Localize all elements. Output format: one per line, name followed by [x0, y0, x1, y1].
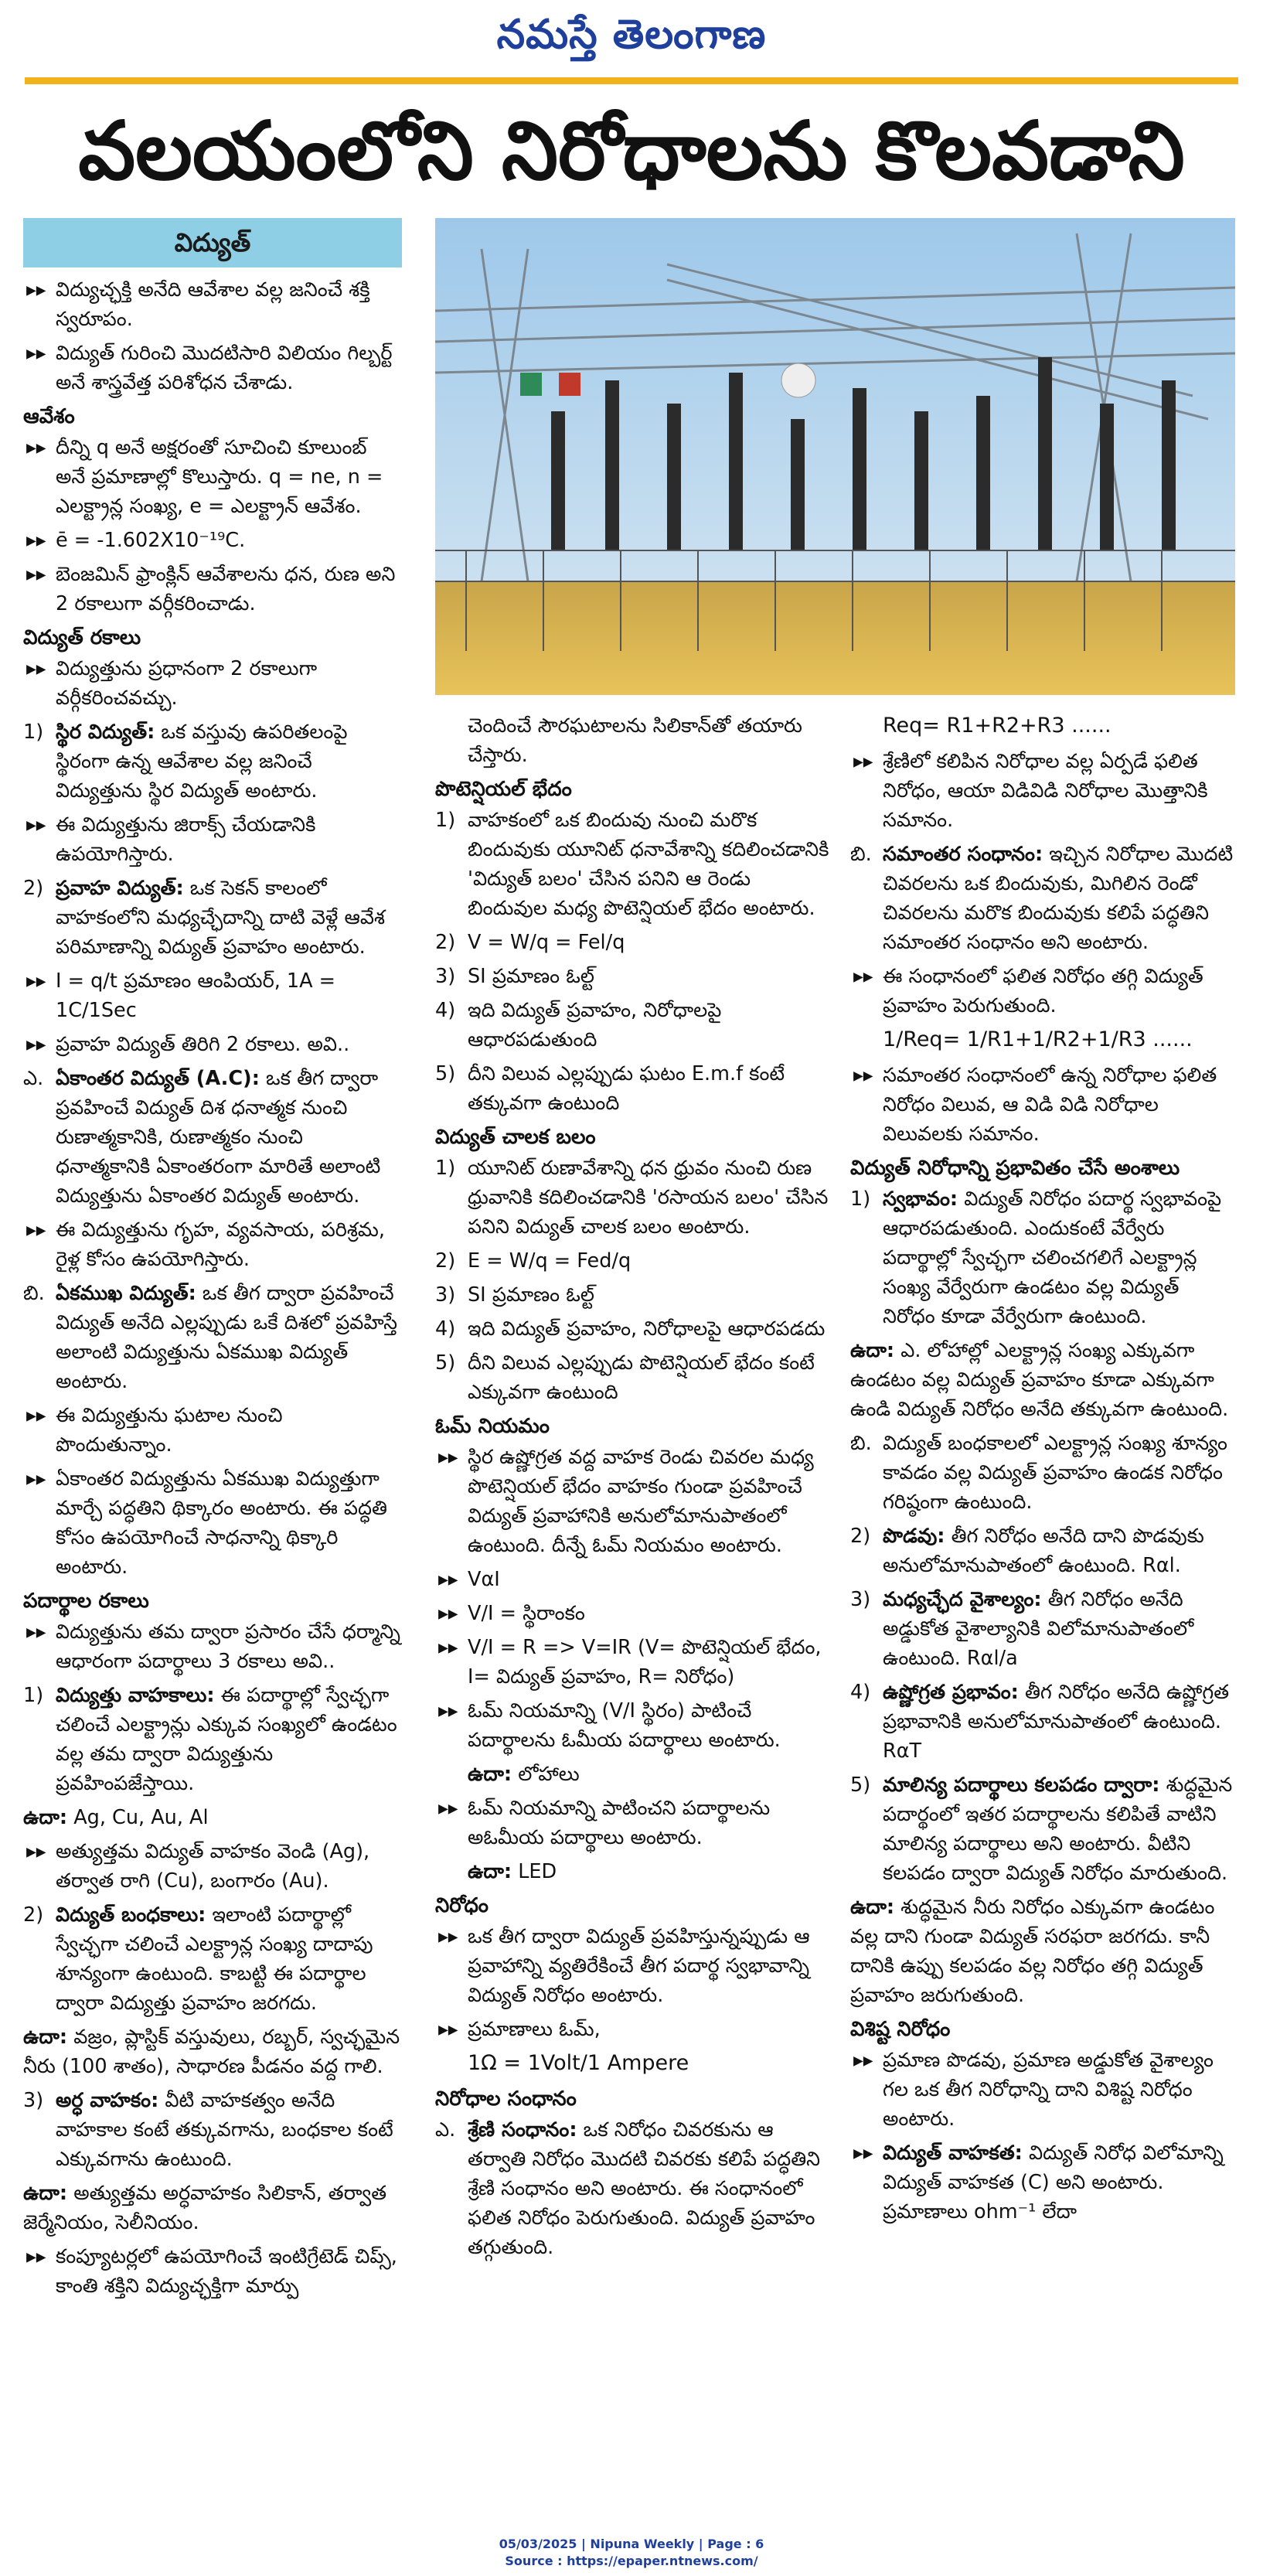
item-number: 3): [850, 1588, 871, 1611]
page-headline: వలయంలోని నిరోధాలను కొలవడాని: [78, 104, 1185, 198]
bullet-marker-icon: ▸▸: [26, 342, 46, 365]
column-2-body: [435, 711, 833, 2262]
subheading: పొటెన్షియల్ భేదం: [435, 778, 572, 801]
example-label: ఉదా:: [850, 1339, 895, 1362]
footer-source: Source : https://epaper.ntnews.com/: [505, 2554, 758, 2568]
bullet-item: [850, 962, 1237, 1021]
item-text: V = W/q = Fel/q: [468, 931, 625, 954]
item-text: విద్యుత్ నిరోధ విలోమాన్ని విద్యుత్ వాహకత (C) అని అంటారు. ప్రమాణాలు ohm⁻¹ లేదా: [883, 2142, 1224, 2223]
example-line: [850, 1336, 1237, 1424]
item-text: విద్యుత్తును ప్రధానంగా 2 రకాలుగా వర్గీకరించవచ్చు.: [56, 657, 318, 710]
item-text: ప్రవాహ విద్యుత్ తిరిగి 2 రకాలు. అవి..: [56, 1033, 350, 1056]
item-text: ఒక తీగ ద్వారా ప్రవహించే విద్యుత్ అనేది ఎల్లప్పుడు ఒకే దిశలో ప్రవహిస్తే అలాంటి విద్యుత్తును ఏకముఖ విద్యుత్ అంటారు.: [56, 1282, 397, 1393]
bullet-item: [23, 1617, 402, 1676]
bullet-marker-icon: ▸▸: [26, 813, 46, 837]
subheading: ఓమ్ నియమం: [435, 1415, 550, 1438]
example-text: ఎ. లోహాల్లో ఎలక్ట్రాన్ల సంఖ్య ఎక్కువగా ఉండటం వల్ల విద్యుత్ ప్రవాహం కూడా ఎక్కువగా ఉండి విద్యుత్ నిరోధం అనేది తక్కువగా ఉంటుంది.: [850, 1339, 1229, 1421]
item-number: 5): [435, 1351, 456, 1375]
numbered-item: [23, 2086, 402, 2174]
header-divider: [25, 77, 1238, 84]
item-number: 5): [850, 1774, 871, 1797]
numbered-item: [850, 1184, 1237, 1331]
item-term: ఉష్ణోగ్రత ప్రభావం:: [883, 1681, 1019, 1704]
numbered-item: [850, 1585, 1237, 1673]
bullet-item: [23, 966, 402, 1025]
bullet-marker-icon: ▸▸: [853, 750, 873, 773]
numbered-item: [435, 996, 833, 1055]
item-term: ఏకముఖ విద్యుత్:: [56, 1282, 196, 1305]
item-number: బి.: [850, 843, 872, 866]
item-text: ఏకాంతర విద్యుత్తును ఏకముఖ విద్యుత్తుగా మార్చే పద్ధతిని థిక్కారం అంటారు. ఈ పద్ధతి కోసం ఉపయోగించే సాధనాన్ని థిక్కారి అంటారు.: [56, 1467, 387, 1579]
bullet-item: [435, 1599, 833, 1628]
numbered-item: [23, 1900, 402, 2018]
item-number: 1): [23, 1684, 44, 1707]
item-text: దీన్ని q అనే అక్షరంతో సూచించి కూలుంబ్ అనే ప్రమాణాల్లో కొలుస్తారు. q = ne, n = ఎలక్ట్రాన్ల సంఖ్య, e = ఎలక్ట్రాన్ ఆవేశం.: [56, 436, 383, 518]
bullet-item: [23, 526, 402, 555]
item-number: 3): [435, 965, 456, 988]
item-text: V/I = R => V=IR (V= పొటెన్షియల్ భేదం, I= విద్యుత్ ప్రవాహం, R= నిరోధం): [468, 1636, 822, 1688]
item-number: 4): [435, 1317, 456, 1341]
item-text: ఇది విద్యుత్ ప్రవాహం, నిరోధాలపై ఆధారపడుతుంది: [468, 999, 722, 1051]
item-text: ప్రమాణ పొడవు, ప్రమాణ అడ్డుకోత వైశాల్యం గల ఒక తీగ నిరోధాన్ని దాని విశిష్ట నిరోధం అంటారు.: [883, 2049, 1214, 2131]
bullet-item: [23, 810, 402, 869]
item-text: తీగ నిరోధం అనేది అడ్డుకోత వైశాల్యానికి విలోమానుపాతంలో ఉంటుంది. Rαl/a: [883, 1588, 1194, 1670]
item-text: ē = -1.602X10⁻¹⁹C.: [56, 529, 246, 552]
item-number: 2): [435, 931, 456, 954]
item-text: వీటి వాహకత్వం అనేది వాహకాల కంటే తక్కువగాను, బంధకాల కంటే ఎక్కువగాను ఉంటుంది.: [56, 2089, 393, 2171]
subheading: విద్యుత్ చాలక బలం: [435, 1126, 596, 1149]
item-text: ఇలాంటి పదార్థాల్లో స్వేచ్ఛగా చలించే ఎలక్ట్రాన్ల సంఖ్య దాదాపు శూన్యంగా ఉంటుంది. కాబట్టి ఈ పదార్థాల ద్వారా విద్యుత్తు ప్రవాహం జరగదు.: [56, 1903, 373, 2015]
numbered-item: [23, 874, 402, 962]
bullet-item: [435, 1922, 833, 2010]
newspaper-logo: నమస్తే తెలంగాణ: [496, 11, 767, 58]
item-text: విద్యుత్ గురించి మొదటిసారి విలియం గిల్బర్ట్ అనే శాస్త్రవేత్త పరిశోధన చేశాడు.: [56, 342, 393, 394]
bullet-item: [23, 2242, 402, 2301]
item-number: 1): [435, 809, 456, 832]
subheading: ఆవేశం: [23, 405, 75, 428]
item-number: 2): [850, 1525, 871, 1548]
bullet-item: [850, 2046, 1237, 2134]
bullet-item: [435, 2015, 833, 2044]
footer-edition-info: 05/03/2025 | Nipuna Weekly | Page : 6: [499, 2537, 764, 2551]
item-text: E = W/q = Fed/q: [468, 1249, 632, 1273]
item-text: స్థిర ఉష్ణోగ్రత వద్ద వాహక రెండు చివరల మధ్య పొటెన్షియల్ భేదం వాహకం గుండా ప్రవహించే విద్యుత్ ప్రవాహానికి అనులోమానుపాతంలో ఉంటుంది. దీన్నే ఓమ్ నియమం అంటారు.: [468, 1446, 814, 1557]
item-text: SI ప్రమాణం ఓల్ట్: [468, 965, 594, 988]
item-text: ఓమ్ నియమాన్ని (V/I స్థిరం) పాటించే పదార్థాలను ఓమీయ పదార్థాలు అంటారు.: [468, 1699, 781, 1752]
page-footer: [0, 2536, 1263, 2570]
item-text: అత్యుత్తమ విద్యుత్ వాహకం వెండి (Ag), తర్వాత రాగి (Cu), బంగారం (Au).: [56, 1840, 370, 1893]
item-text: యూనిట్ రుణావేశాన్ని ధన ధ్రువం నుంచి రుణ ధ్రువానికి కదిలించడానికి 'రసాయన బలం' చేసిన పనిని విద్యుత్ చాలక బలం అంటారు.: [468, 1157, 829, 1239]
formula: Req= R1+R2+R3 ......: [883, 714, 1112, 738]
substation-photo: [435, 218, 1235, 695]
numbered-item: [435, 2115, 833, 2262]
item-text: VαI: [468, 1568, 500, 1591]
numbered-item: [850, 1770, 1237, 1888]
numbered-item: [435, 1280, 833, 1310]
item-number: 4): [850, 1681, 871, 1704]
item-text: ఈ విద్యుత్తును ఘటాల నుంచి పొందుతున్నాం.: [56, 1404, 283, 1457]
item-text: తీగ నిరోధం అనేది దాని పొడవుకు అనులోమానుపాతంలో ఉంటుంది. Rαl.: [883, 1525, 1204, 1577]
item-term: విద్యుత్ వాహకత:: [883, 2142, 1023, 2165]
numbered-item: [23, 1681, 402, 1798]
subheading: విద్యుత్ నిరోధాన్ని ప్రభావితం చేసే అంశాలు: [850, 1157, 1180, 1180]
bullet-marker-icon: ▸▸: [26, 657, 46, 680]
bullet-item: [23, 1837, 402, 1896]
item-term: స్వభావం:: [883, 1187, 958, 1211]
bullet-marker-icon: ▸▸: [26, 1218, 46, 1242]
item-term: ఏకాంతర విద్యుత్ (A.C):: [56, 1067, 260, 1090]
item-text: సమాంతర సంధానంలో ఉన్న నిరోధాల ఫలిత నిరోధం విలువ, ఆ విడి విడి నిరోధాల విలువలకు సమానం.: [883, 1064, 1217, 1146]
item-number: 2): [23, 877, 44, 900]
example-text: శుద్ధమైన నీరు నిరోధం ఎక్కువగా ఉండటం వల్ల దాని గుండా విద్యుత్ సరఫరా జరగదు. కానీ దానికి ఉప్పు కలపడం వల్ల నిరోధం తగ్గి విద్యుత్ ప్రవాహం జరుగుతుంది.: [850, 1896, 1215, 2007]
numbered-item: [23, 1279, 402, 1396]
numbered-item: [435, 1153, 833, 1242]
bullet-item: [23, 1401, 402, 1460]
item-text: I = q/t ప్రమాణం ఆంపియర్, 1A = 1C/1Sec: [56, 969, 336, 1022]
bullet-marker-icon: ▸▸: [438, 1925, 458, 1948]
bullet-item: [850, 747, 1237, 835]
item-text: ఒక వస్తువు ఉపరితలంపై స్థిరంగా ఉన్న ఆవేశాల వల్ల జనించే విద్యుత్తును స్థిర విద్యుత్ అంటారు.: [56, 721, 348, 802]
column-1: [23, 218, 402, 2452]
bullet-item: [435, 1794, 833, 1852]
item-number: 1): [850, 1187, 871, 1211]
item-term: మాలిన్య పదార్థాలు కలపడం ద్వారా:: [883, 1774, 1160, 1797]
column-3: [850, 711, 1237, 2458]
numbered-item: [435, 1246, 833, 1276]
item-term: విద్యుత్ బంధకాలు:: [56, 1903, 206, 1927]
item-text: ఒక తీగ ద్వారా ప్రవహించే విద్యుత్ దిశ ధనాత్మక నుంచి రుణాత్మకానికి, రుణాత్మకం నుంచి ధనాత్మకానికి ఏకాంతరంగా మారితే అలాంటి విద్యుత్తును ఏకాంతర విద్యుత్ అంటారు.: [56, 1067, 381, 1208]
bullet-item: [435, 1443, 833, 1560]
example-text: LED: [518, 1860, 557, 1883]
example-text: Ag, Cu, Au, Al: [73, 1806, 209, 1829]
example-label: ఉదా:: [23, 1806, 68, 1829]
item-number: 1): [23, 721, 44, 744]
bullet-marker-icon: ▸▸: [853, 1064, 873, 1087]
bullet-marker-icon: ▸▸: [438, 1602, 458, 1625]
item-text: దీని విలువ ఎల్లప్పుడు పొటెన్షియల్ భేదం కంటే ఎక్కువగా ఉంటుంది: [468, 1351, 815, 1404]
item-text: ప్రమాణాలు ఓమ్,: [468, 2018, 601, 2041]
bullet-marker-icon: ▸▸: [26, 2245, 46, 2268]
item-text: ఈ విద్యుత్తును జిరాక్స్ చేయడానికి ఉపయోగిస్తారు.: [56, 813, 316, 866]
item-text: ఓమ్ నియమాన్ని పాటించని పదార్థాలను అఓమీయ పదార్థాలు అంటారు.: [468, 1797, 771, 1849]
bullet-item: [850, 1061, 1237, 1149]
example-label: ఉదా:: [850, 1896, 895, 1919]
item-text: ఒక నిరోధం చివరకును ఆ తర్వాతి నిరోధం మొదటి చివరకు కలిపే పద్ధతిని శ్రేణి సంధానం అని అంటారు. ఈ సంధానంలో ఫలిత నిరోధం పెరుగుతుంది. విద్యుత్ ప్రవాహం తగ్గుతుంది.: [468, 2118, 821, 2259]
item-number: 2): [435, 1249, 456, 1273]
bullet-item: [23, 654, 402, 713]
item-term: సమాంతర సంధానం:: [883, 843, 1043, 866]
item-text: శ్రేణిలో కలిపిన నిరోధాల వల్ల ఏర్పడే ఫలిత నిరోధం, ఆయా విడివిడి నిరోధాల మొత్తానికి సమానం.: [883, 750, 1208, 832]
item-text: ఈ విద్యుత్తును గృహ, వ్యవసాయ, పరిశ్రమ, రైళ్ల కోసం ఉపయోగిస్తారు.: [56, 1218, 385, 1271]
item-number: 4): [435, 999, 456, 1022]
bullet-item: [23, 339, 402, 397]
numbered-item: [435, 806, 833, 923]
bullet-marker-icon: ▸▸: [26, 1620, 46, 1644]
item-text: విద్యుచ్ఛక్తి అనేది ఆవేశాల వల్ల జనించే శక్తి స్వరూపం.: [56, 278, 370, 331]
numbered-item: [850, 1429, 1237, 1517]
item-text: విద్యుత్ నిరోధం పదార్థ స్వభావంపై ఆధారపడుతుంది. ఎందుకంటే వేర్వేరు పదార్థాల్లో స్వేచ్ఛగా చలించగలిగే ఎలక్ట్రాన్ల సంఖ్య వేర్వేరుగా ఉండటం వల్ల విద్యుత్ నిరోధం కూడా వేర్వేరుగా ఉంటుంది.: [883, 1187, 1222, 1328]
subheading: విశిష్ట నిరోధం: [850, 2018, 951, 2041]
bullet-marker-icon: ▸▸: [438, 2018, 458, 2041]
item-text: తీగ నిరోధం అనేది ఉష్ణోగ్రత ప్రభావానికి అనులోమానుపాతంలో ఉంటుంది. RαT: [883, 1681, 1230, 1763]
item-text: బెంజమిన్ ఫ్రాంక్లిన్ ఆవేశాలను ధన, రుణ అని 2 రకాలుగా వర్గీకరించాడు.: [56, 563, 396, 615]
example-line: [23, 2022, 402, 2081]
example-label: ఉదా:: [468, 1763, 512, 1786]
column-1-body: [23, 275, 402, 2301]
numbered-item: [435, 962, 833, 991]
masthead: [0, 0, 1263, 77]
formula: 1/Req= 1/R1+1/R2+1/R3 ......: [883, 1027, 1193, 1051]
numbered-item: [23, 1064, 402, 1211]
item-number: ఎ.: [435, 2118, 456, 2142]
paragraph: చెందించే సౌరఘటాలను సిలికాన్‌తో తయారు చేస్తారు.: [468, 714, 803, 767]
numbered-item: [435, 928, 833, 957]
item-number: 1): [435, 1157, 456, 1180]
numbered-item: [850, 840, 1237, 957]
bullet-marker-icon: ▸▸: [438, 1568, 458, 1591]
bullet-marker-icon: ▸▸: [438, 1636, 458, 1659]
example-line: [435, 1857, 833, 1886]
section-title: విద్యుత్: [23, 218, 402, 267]
bullet-marker-icon: ▸▸: [853, 2142, 873, 2165]
item-term: విద్యుత్తు వాహకాలు:: [56, 1684, 215, 1707]
item-term: పొడవు:: [883, 1525, 945, 1548]
substation-image: [435, 218, 1235, 695]
subheading: పదార్థాల రకాలు: [23, 1590, 149, 1613]
formula: 1Ω = 1Volt/1 Ampere: [468, 2051, 689, 2075]
subheading: నిరోధాల సంధానం: [435, 2087, 577, 2111]
column-2: [435, 711, 833, 2458]
example-line: [23, 1803, 402, 1832]
numbered-item: [435, 1348, 833, 1407]
bullet-marker-icon: ▸▸: [26, 563, 46, 586]
item-text: విద్యుత్తును తమ ద్వారా ప్రసారం చేసే ధర్మాన్ని ఆధారంగా పదార్థాలు 3 రకాలు అవి..: [56, 1620, 400, 1673]
item-text: శుద్ధమైన పదార్థంలో ఇతర పదార్థాలను కలిపితే వాటిని మాలిన్య పదార్థాలు అని అంటారు. వీటిని కలపడం ద్వారా విద్యుత్ నిరోధం మారుతుంది.: [883, 1774, 1233, 1885]
item-term: ప్రవాహ విద్యుత్:: [56, 877, 184, 900]
numbered-item: [850, 1678, 1237, 1766]
item-text: ఇది విద్యుత్ ప్రవాహం, నిరోధాలపై ఆధారపడదు: [468, 1317, 826, 1341]
item-text: ఇచ్చిన నిరోధాల మొదటి చివరలను ఒక బిందువుకు, మిగిలిన రెండో చివరలను మరొక బిందువుకు కలిపే పద్ధతిని సమాంతర సంధానం అని అంటారు.: [883, 843, 1234, 954]
item-number: 2): [23, 1903, 44, 1927]
item-number: ఎ.: [23, 1067, 44, 1090]
bullet-item: [23, 1464, 402, 1582]
item-text: ఈ పదార్థాల్లో స్వేచ్ఛగా చలించే ఎలక్ట్రాన్లు ఎక్కువ సంఖ్యలో ఉండటం వల్ల తమ ద్వారా విద్యుత్తును ప్రవహింపజేస్తాయి.: [56, 1684, 397, 1795]
item-number: 3): [23, 2089, 44, 2112]
bullet-marker-icon: ▸▸: [26, 1840, 46, 1863]
bullet-marker-icon: ▸▸: [26, 969, 46, 993]
bullet-marker-icon: ▸▸: [438, 1699, 458, 1722]
bullet-marker-icon: ▸▸: [438, 1797, 458, 1820]
bullet-marker-icon: ▸▸: [26, 278, 46, 302]
numbered-item: [435, 1059, 833, 1118]
item-text: వాహకంలో ఒక బిందువు నుంచి మరొక బిందువుకు యూనిట్ ధనావేశాన్ని కదిలించడానికి 'విద్యుత్ బలం' చేసిన పనిని ఆ రెండు బిందువుల మధ్య పొటెన్షియల్ భేదం అంటారు.: [468, 809, 829, 920]
item-text: కంప్యూటర్లలో ఉపయోగించే ఇంటిగ్రేటెడ్ చిప్స్, కాంతి శక్తిని విద్యుచ్ఛక్తిగా మార్పు: [56, 2245, 397, 2298]
example-text: వజ్రం, ప్లాస్టిక్ వస్తువులు, రబ్బర్, స్వచ్ఛమైన నీరు (100 శాతం), సాధారణ పీడనం వద్ద గాలి.: [23, 2026, 400, 2078]
bullet-item: [435, 1696, 833, 1755]
bullet-item: [850, 2138, 1237, 2227]
numbered-item: [23, 717, 402, 806]
item-text: SI ప్రమాణం ఓల్ట్: [468, 1283, 594, 1307]
bullet-marker-icon: ▸▸: [26, 436, 46, 459]
bullet-marker-icon: ▸▸: [26, 529, 46, 552]
column-3-body: [850, 711, 1237, 2227]
example-text: లోహాలు: [518, 1763, 580, 1786]
bullet-item: [23, 1030, 402, 1059]
bullet-item: [435, 1633, 833, 1692]
item-number: 3): [435, 1283, 456, 1307]
example-label: ఉదా:: [23, 2026, 68, 2049]
item-number: బి.: [23, 1282, 45, 1305]
bullet-marker-icon: ▸▸: [853, 2049, 873, 2072]
bullet-item: [23, 433, 402, 521]
subheading: విద్యుత్ రకాలు: [23, 626, 141, 649]
numbered-item: [850, 1521, 1237, 1580]
example-label: ఉదా:: [23, 2182, 68, 2205]
item-number: 5): [435, 1062, 456, 1085]
bullet-item: [435, 1565, 833, 1594]
subheading: నిరోధం: [435, 1894, 489, 1917]
item-term: శ్రేణి సంధానం:: [468, 2118, 577, 2142]
bullet-item: [23, 1215, 402, 1274]
bullet-marker-icon: ▸▸: [26, 1033, 46, 1056]
item-text: V/I = స్థిరాంకం: [468, 1602, 585, 1625]
example-line: [435, 1760, 833, 1789]
bullet-item: [23, 275, 402, 334]
bullet-marker-icon: ▸▸: [26, 1467, 46, 1491]
bullet-marker-icon: ▸▸: [438, 1446, 458, 1469]
example-line: [23, 2179, 402, 2237]
item-text: ఈ సంధానంలో ఫలిత నిరోధం తగ్గి విద్యుత్ ప్రవాహం పెరుగుతుంది.: [883, 965, 1203, 1017]
item-text: విద్యుత్ బంధకాలలో ఎలక్ట్రాన్ల సంఖ్య శూన్యం కావడం వల్ల విద్యుత్ ప్రవాహం ఉండక నిరోధం గరిష్ఠంగా ఉంటుంది.: [883, 1432, 1227, 1514]
example-label: ఉదా:: [468, 1860, 512, 1883]
bullet-item: [23, 560, 402, 618]
item-text: దీని విలువ ఎల్లప్పుడు ఘటం E.m.f కంటే తక్కువగా ఉంటుంది: [468, 1062, 785, 1115]
item-number: బి.: [850, 1432, 872, 1455]
item-text: ఒక సెకన్ కాలంలో వాహకంలోని మధ్యచ్ఛేదాన్ని దాటి వెళ్లే ఆవేశ పరిమాణాన్ని విద్యుత్ ప్రవాహం అంటారు.: [56, 877, 385, 959]
example-text: అత్యుత్తమ అర్ధవాహకం సిలికాన్, తర్వాత జెర్మేనియం, సెలీనియం.: [23, 2182, 387, 2234]
item-term: మధ్యచ్ఛేద వైశాల్యం:: [883, 1588, 1042, 1611]
numbered-item: [435, 1314, 833, 1344]
item-term: అర్ధ వాహకం:: [56, 2089, 159, 2112]
bullet-marker-icon: ▸▸: [853, 965, 873, 988]
example-line: [850, 1893, 1237, 2010]
bullet-marker-icon: ▸▸: [26, 1404, 46, 1427]
item-term: స్థిర విద్యుత్:: [56, 721, 155, 744]
item-text: ఒక తీగ ద్వారా విద్యుత్ ప్రవహిస్తున్నప్పుడు ఆ ప్రవాహాన్ని వ్యతిరేకించే తీగ పదార్థ స్వభావాన్ని విద్యుత్ నిరోధం అంటారు.: [468, 1925, 810, 2007]
